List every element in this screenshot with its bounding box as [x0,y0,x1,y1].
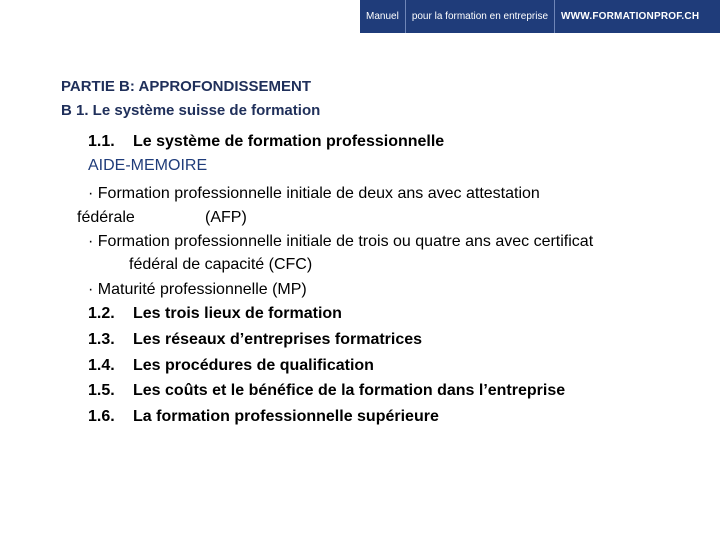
section-number: 1.2. [88,305,115,322]
bullet-mp: · Maturité professionnelle (MP) [88,281,307,298]
section-label: La formation professionnelle supérieure [133,408,439,425]
header-manual: Manuel [366,11,399,22]
section-title: B 1. Le système suisse de formation [61,102,321,119]
section-number: 1.4. [88,357,115,374]
section-label: Les procédures de qualification [133,357,374,374]
section-number: 1.6. [88,408,115,425]
section-number: 1.5. [88,382,115,399]
section-label: Les réseaux d’entreprises formatrices [133,331,423,348]
header-site-link[interactable]: WWW.FORMATIONPROF.CH [561,11,700,22]
section-label: Les trois lieux de formation [133,305,342,322]
subsection-label: Le système de formation professionnelle [133,133,445,150]
header-subtitle: pour la formation en entreprise [411,11,548,22]
part-title: PARTIE B: APPROFONDISSEMENT [61,78,312,95]
bullet-cfc-line1: · Formation professionnelle initiale de trois ou quatre ans avec certificat [88,233,594,250]
memo-title: AIDE-MEMOIRE [88,157,208,174]
bullet-cfc-line2: fédéral de capacité (CFC) [129,256,313,273]
bullet-afp-line2a: fédérale [77,209,135,226]
bullet-afp-line2b: (AFP) [205,209,247,226]
bullet-afp-line1: · Formation professionnelle initiale de deux ans avec attestation [88,185,540,202]
section-label: Les coûts et le bénéfice de la formation dans l’entreprise [133,382,566,399]
subsection-number: 1.1. [88,133,115,150]
section-number: 1.3. [88,331,115,348]
